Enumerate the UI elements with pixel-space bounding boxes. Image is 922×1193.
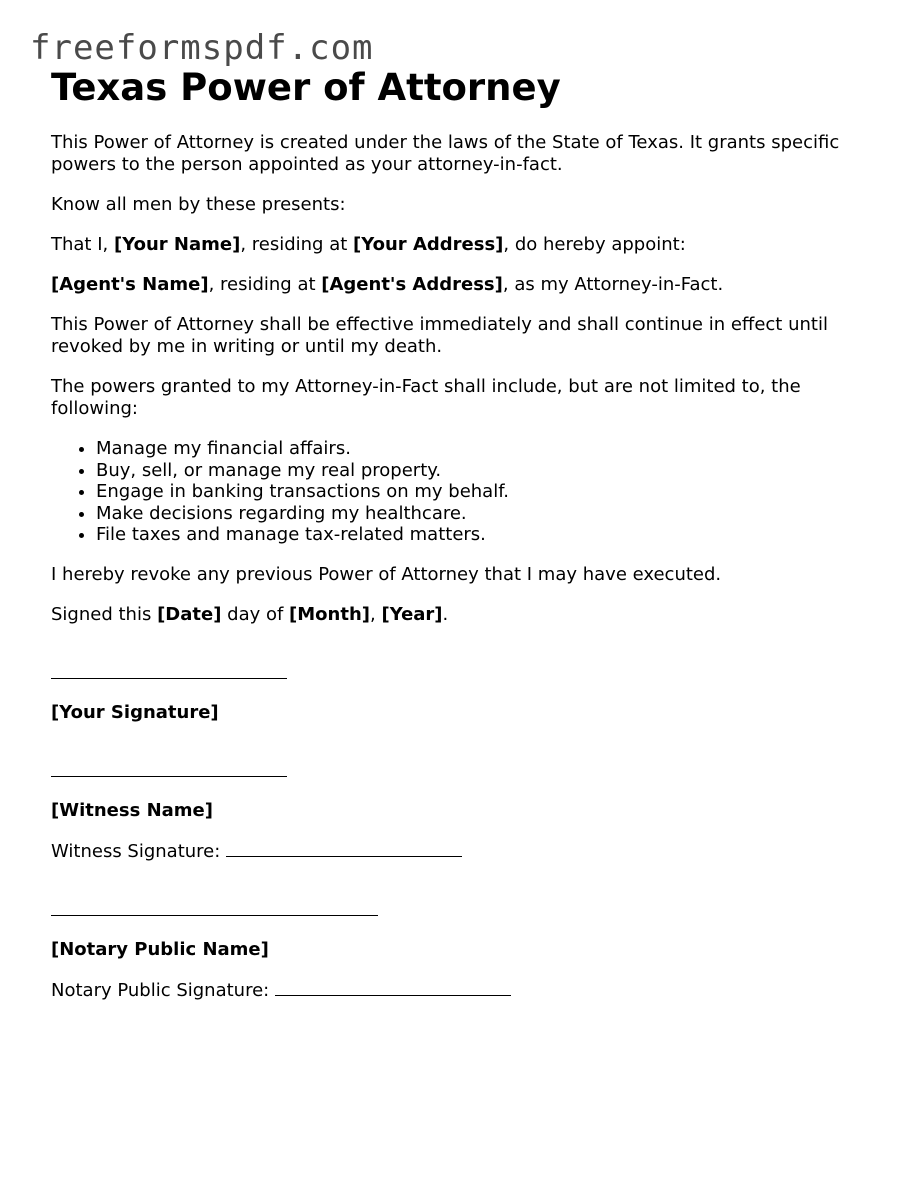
powers-intro-paragraph: The powers granted to my Attorney-in-Fact shall include, but are not limited to, the following: [51, 376, 801, 419]
notary-signature-line[interactable] [275, 979, 511, 996]
notary-name-label [51, 939, 871, 961]
notary-name-text: [Notary Public Name] [51, 938, 269, 960]
witness-signature-label: Witness Signature: [51, 840, 227, 862]
know-all-paragraph: Know all men by these presents: [51, 194, 346, 215]
signed-comma: , [370, 603, 382, 625]
signature-underline[interactable] [51, 662, 287, 679]
agent-name-placeholder: [Agent's Name] [51, 274, 209, 295]
list-item: • Engage in banking transactions on my behalf. [96, 481, 871, 503]
month-placeholder: [Month] [289, 603, 371, 625]
witness-name-label [51, 800, 871, 822]
effective-paragraph: This Power of Attorney shall be effective immediately and shall continue in effect until revoked by me in writing or until my death. [51, 314, 828, 357]
list-item: • Manage my financial affairs. [96, 438, 871, 460]
witness-name-text: [Witness Name] [51, 799, 213, 821]
signed-prefix: Signed this [51, 603, 158, 625]
intro-paragraph: This Power of Attorney is created under the laws of the State of Texas. It grants specific powers to the person appointed as your attorney-in-fact. [51, 132, 840, 175]
list-item: • Buy, sell, or manage my real property. [96, 460, 871, 482]
powers-list [51, 438, 871, 546]
witness-name-line[interactable] [51, 760, 871, 782]
revoke-paragraph: I hereby revoke any previous Power of Attorney that I may have executed. [51, 563, 722, 585]
list-item: • File taxes and manage tax-related matters. [96, 524, 871, 546]
signed-period: . [442, 603, 449, 625]
your-signature-line[interactable] [51, 662, 871, 684]
list-item: • Make decisions regarding my healthcare. [96, 503, 871, 525]
agent-residing: , residing at [208, 274, 322, 295]
witness-signature-line[interactable] [226, 840, 462, 857]
signed-day-of: day of [221, 603, 290, 625]
page-title: Texas Power of Attorney [51, 66, 561, 109]
signature-underline[interactable] [51, 899, 378, 916]
your-signature-text: [Your Signature] [51, 701, 219, 723]
appoint-prefix: That I, [51, 234, 114, 255]
your-name-placeholder: [Your Name] [113, 234, 241, 255]
your-address-placeholder: [Your Address] [353, 234, 504, 255]
signature-underline[interactable] [51, 760, 287, 777]
notary-name-line[interactable] [51, 899, 871, 921]
year-placeholder: [Year] [381, 603, 443, 625]
appoint-residing: , residing at [240, 234, 354, 255]
notary-signature-label: Notary Public Signature: [51, 979, 275, 1001]
witness-signature-row [51, 840, 871, 863]
agent-paragraph [51, 274, 871, 296]
agent-suffix: , as my Attorney-in-Fact. [502, 274, 724, 295]
your-signature-label [51, 702, 871, 724]
notary-signature-row [51, 979, 871, 1002]
agent-address-placeholder: [Agent's Address] [321, 274, 503, 295]
signed-paragraph [51, 604, 871, 626]
appoint-suffix: , do hereby appoint: [503, 234, 686, 255]
document-body [51, 66, 871, 1020]
watermark-text: freeformspdf.com [30, 28, 374, 68]
appoint-paragraph [51, 234, 871, 256]
date-placeholder: [Date] [157, 603, 222, 625]
